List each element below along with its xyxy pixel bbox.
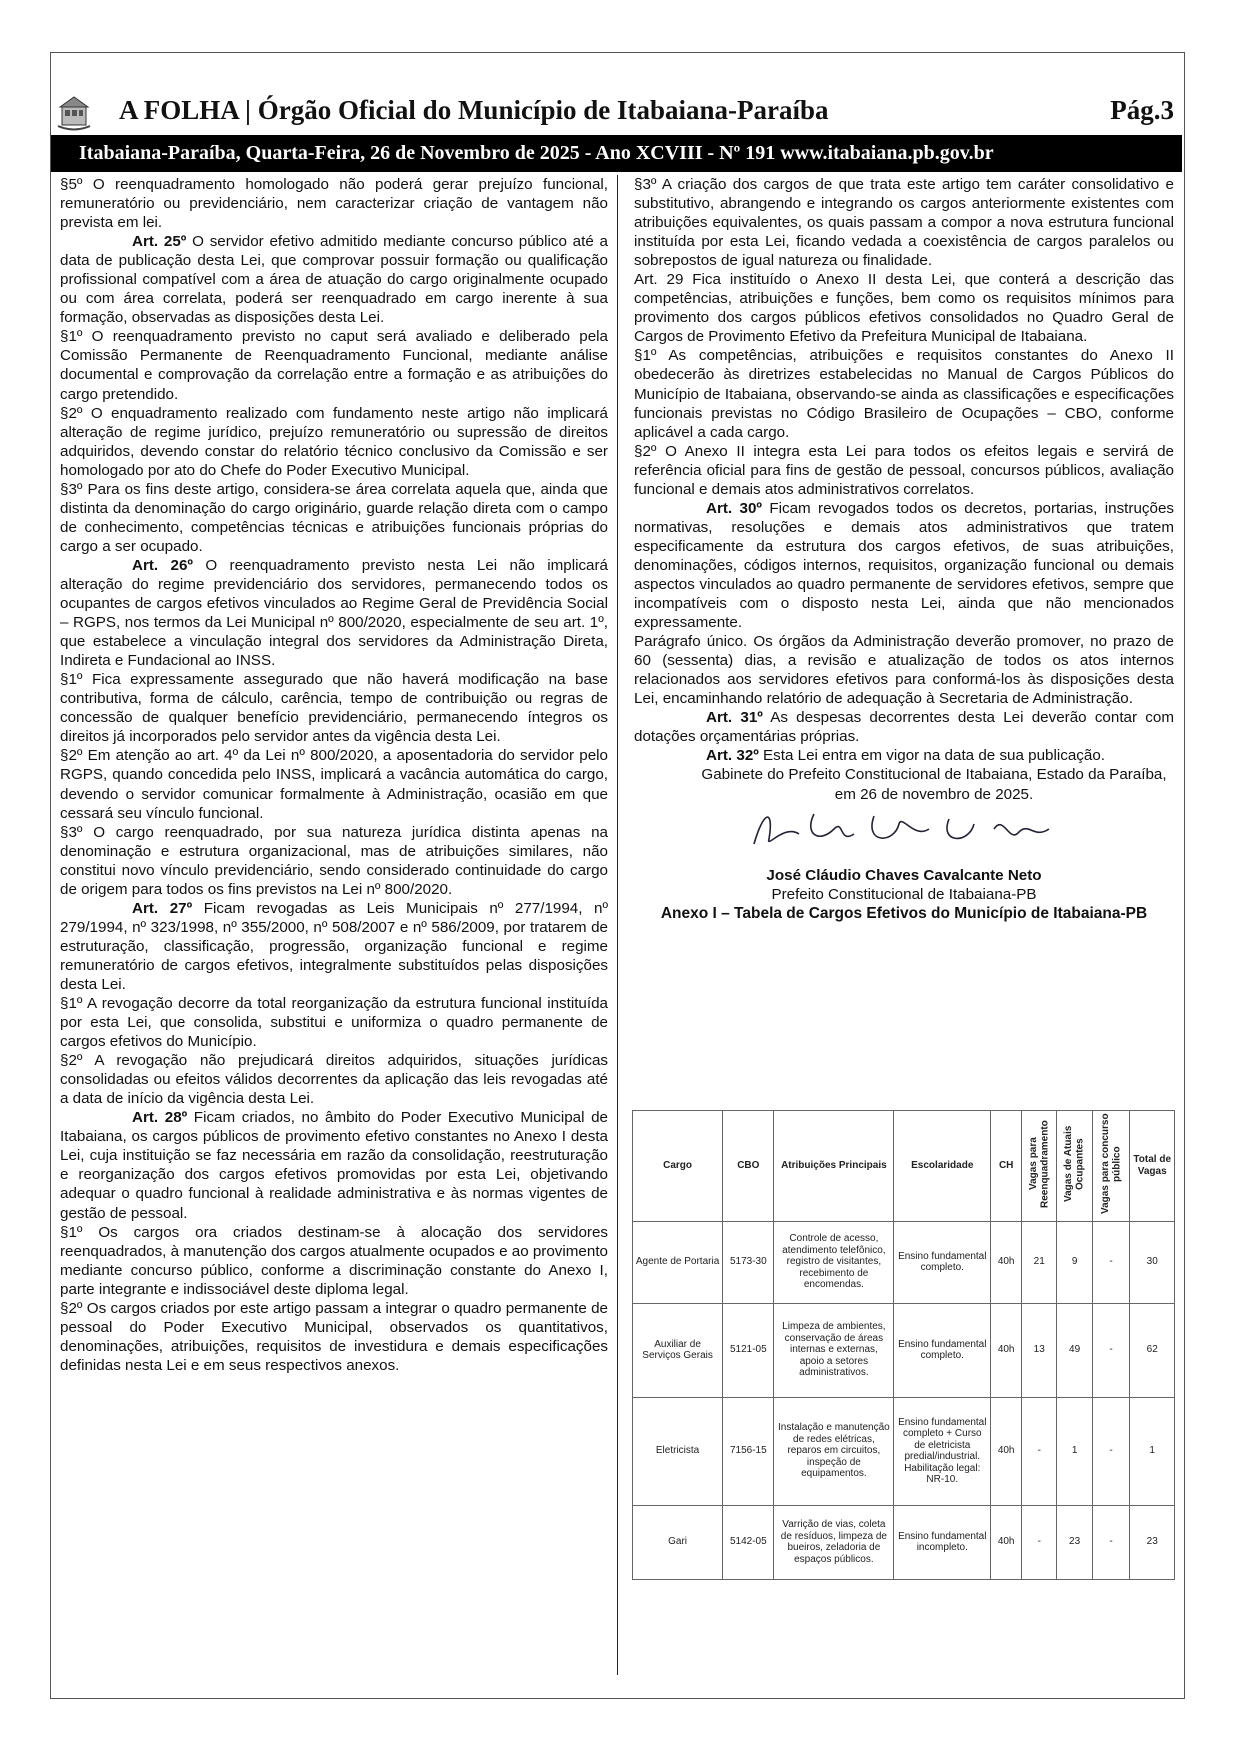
article-text: O servidor efetivo admitido mediante concurso público até a data de publicação desta Lei, que comprovar possuir formação ou qualificação profissional compatível com a área de atuação do cargo originalmente ocupado ou com área correlata, poderá ser reenquadrado em cargo inerente à sua formação, observadas as disposições desta Lei. — [60, 233, 608, 327]
cell: Gari — [633, 1505, 723, 1579]
paragraph: §1º O reenquadramento previsto no caput será avaliado e deliberado pela Comissão Permanente de Reenquadramento Funcional, mediante análise documental e comprovação da correlação entre a formação e as atribuições do cargo pretendido. — [60, 328, 608, 403]
cell: 49 — [1057, 1303, 1092, 1397]
paragraph: §5º O reenquadramento homologado não poderá gerar prejuízo funcional, remuneratório ou previdenciário, nem caracterizar criação de vantagem não prevista em lei. — [60, 176, 608, 232]
paragraph: §3º A criação dos cargos de que trata este artigo tem caráter consolidativo e substitutivo, abrangendo e integrando os cargos anteriormente existentes com atribuições equivalentes, os quais passam a compor a nova estrutura funcional instituída por esta Lei, ficando vedada a coexistência de cargos paralelos ou sobrepostos de igual natureza ou finalidade. — [634, 176, 1174, 270]
table-row — [633, 1397, 1175, 1505]
article-label: Art. 26º — [132, 556, 193, 574]
cell: Varrição de vias, coleta de resíduos, limpeza de bueiros, zeladoria de espaços públicos. — [774, 1505, 894, 1579]
paragraph: §3º Para os fins deste artigo, considera-se área correlata aquela que, ainda que distinta da denominação do cargo originário, guarde relação direta com o campo de conhecimento, competências técnicas e atribuições funcionais próprias do cargo a ser ocupado. — [60, 480, 608, 555]
cell: 23 — [1057, 1505, 1092, 1579]
cell: 5121-05 — [723, 1303, 774, 1397]
paragraph: §1º As competências, atribuições e requisitos constantes do Anexo II obedecerão às diretrizes estabelecidas no Manual de Cargos Públicos do Município de Itabaiana, observando-se ainda as classificações e especificações funcionais previstas no Código Brasileiro de Ocupações – CBO, conforme aplicável a cada cargo. — [634, 347, 1174, 441]
cell: - — [1092, 1505, 1130, 1579]
paragraph: Parágrafo único. Os órgãos da Administração deverão promover, no prazo de 60 (sessenta) dias, a revisão e atualização de todos os atos internos relacionados aos servidores efetivos para conformá-los às disposições desta Lei, encaminhando relatório de adequação à Secretaria de Administração. — [634, 633, 1174, 708]
closing-text: Gabinete do Prefeito Constitucional de Itabaiana, Estado da Paraíba, em 26 de novembro de 2025. — [701, 766, 1167, 803]
article-32 — [634, 746, 1174, 765]
article-label: Art. 32º — [706, 747, 759, 765]
table-header-row — [633, 1111, 1175, 1222]
annex-table — [632, 1110, 1175, 1580]
cell: Agente de Portaria — [633, 1221, 723, 1303]
header-cbo: CBO — [723, 1111, 774, 1222]
article-label: Art. 27º — [132, 899, 193, 917]
paragraph: Art. 29 Fica instituído o Anexo II desta Lei, que conterá a descrição das competências, atribuições e funções, bem como os requisitos mínimos para provimento dos cargos públicos efetivos consolidados no Quadro Geral de Cargos de Provimento Efetivo da Prefeitura Municipal de Itabaiana. — [634, 271, 1174, 346]
cell: 9 — [1057, 1221, 1092, 1303]
cell: - — [1092, 1397, 1130, 1505]
cell: 5173-30 — [723, 1221, 774, 1303]
header-ch: CH — [991, 1111, 1022, 1222]
header-atribuicoes: Atribuições Principais — [774, 1111, 894, 1222]
cell: Eletricista — [633, 1397, 723, 1505]
cell: 1 — [1130, 1397, 1175, 1505]
signature-block — [634, 804, 1174, 866]
cell: - — [1022, 1397, 1057, 1505]
header-escolaridade: Escolaridade — [894, 1111, 991, 1222]
newspaper-title: A FOLHA | Órgão Oficial do Município de Itabaiana-Paraíba — [119, 95, 829, 125]
right-column — [634, 175, 1174, 924]
table-row — [633, 1505, 1175, 1579]
article-text: Ficam criados, no âmbito do Poder Executivo Municipal de Itabaiana, os cargos públicos de provimento efetivo constantes no Anexo I desta Lei, cuja instituição se faz necessária em razão da consolidação, reestruturação e reorganização dos cargos efetivos promovidas por esta Lei, objetivando adequar o quadro funcional à realidade administrativa e às normas vigentes de gestão de pessoal. — [60, 1109, 608, 1222]
cell: 40h — [991, 1505, 1022, 1579]
article-25 — [60, 232, 608, 327]
cell: 13 — [1022, 1303, 1057, 1397]
paragraph: §2º Em atenção ao art. 4º da Lei nº 800/2020, a aposentadoria do servidor pelo RGPS, quando concedida pelo INSS, implicará a vacância automática do cargo, devendo o servidor comunicar formalmente à Administração, ocasião em que cessará seu vínculo funcional. — [60, 747, 608, 822]
cell: 1 — [1057, 1397, 1092, 1505]
article-text: O reenquadramento previsto nesta Lei não implicará alteração do regime previdenciário dos servidores, permanecendo todos os ocupantes de cargos efetivos vinculados ao Regime Geral de Previdência Social – RGPS, nos termos da Lei Municipal nº 800/2020, especialmente de seu art. 1º, que estabelece a vinculação integral dos servidores da Administração Direta, Indireta e Fundacional ao INSS. — [60, 556, 608, 670]
cell: 40h — [991, 1221, 1022, 1303]
article-27 — [60, 899, 608, 994]
table-row — [633, 1221, 1175, 1303]
cell: Controle de acesso, atendimento telefônico, registro de visitantes, recebimento de encomendas. — [774, 1221, 894, 1303]
cell: Limpeza de ambientes, conservação de áreas internas e externas, apoio a setores administrativos. — [774, 1303, 894, 1397]
paragraph: §1º A revogação decorre da total reorganização da estrutura funcional instituída por esta Lei, que consolida, substitui e uniformiza o quadro permanente de cargos efetivos do Município. — [60, 995, 608, 1051]
cell: - — [1092, 1303, 1130, 1397]
handwritten-signature — [744, 804, 1064, 854]
cell: 40h — [991, 1303, 1022, 1397]
article-26 — [60, 556, 608, 670]
coat-of-arms-icon — [55, 93, 93, 131]
cell: 7156-15 — [723, 1397, 774, 1505]
cell: Ensino fundamental completo + Curso de eletricista predial/industrial. Habilitação legal: NR-10. — [894, 1397, 991, 1505]
paragraph: §2º A revogação não prejudicará direitos adquiridos, situações jurídicas consolidadas ou efeitos válidos decorrentes da aplicação das leis revogadas até a data de início da vigência desta Lei. — [60, 1052, 608, 1108]
header-vagas-concurso: Vagas para concurso público — [1092, 1111, 1130, 1222]
paragraph: §3º O cargo reenquadrado, por sua natureza jurídica distinta apenas na denominação e estrutura organizacional, mas de atribuições similares, não constitui novo vínculo previdenciário, sendo considerado continuidade do cargo de origem para todos os fins previstos na Lei nº 800/2020. — [60, 823, 608, 898]
article-28 — [60, 1108, 608, 1222]
header-vagas-reenquadramento: Vagas para Reenquadramento — [1022, 1111, 1057, 1222]
cell: Ensino fundamental incompleto. — [894, 1505, 991, 1579]
article-text: Esta Lei entra em vigor na data de sua publicação. — [758, 747, 1105, 765]
paragraph: §1º Os cargos ora criados destinam-se à alocação dos servidores reenquadrados, à manutenção dos cargos atualmente ocupados e ao provimento mediante concurso público, conforme a discriminação constante do Anexo I, parte integrante e indissociável deste diploma legal. — [60, 1223, 608, 1298]
cell: 40h — [991, 1397, 1022, 1505]
article-text: Ficam revogados todos os decretos, portarias, instruções normativas, resoluções e demais atos administrativos que tratem especificamente da estrutura dos cargos efetivos, de suas atribuições, denominações, códigos internos, requisitos, organização funcional ou demais aspectos vinculados ao quadro permanente de servidores efetivos, sempre que incompatíveis com o disposto nesta Lei, ainda que não mencionados expressamente. — [634, 499, 1174, 632]
article-text: Ficam revogadas as Leis Municipais nº 277/1994, nº 279/1994, nº 323/1998, nº 355/2000, nº 508/2007 e nº 586/2009, por tratarem de estruturação, classificação, progressão, organização funcional e regime remuneratório de cargos efetivos, integralmente substituídos pelas disposições desta Lei. — [60, 899, 608, 993]
article-label: Art. 30º — [706, 499, 762, 517]
cell: 62 — [1130, 1303, 1175, 1397]
cell: 30 — [1130, 1221, 1175, 1303]
article-label: Art. 28º — [132, 1109, 188, 1127]
paragraph: §1º Fica expressamente assegurado que não haverá modificação na base contributiva, forma de cálculo, carência, tempo de contribuição ou regras de concessão de qualquer benefício previdenciário, permanecendo íntegros os direitos já incorporados pelo servidor antes da vigência desta Lei. — [60, 671, 608, 746]
cell: 5142-05 — [723, 1505, 774, 1579]
masthead — [55, 93, 1180, 133]
article-label: Art. 31º — [706, 709, 763, 727]
page-number: Pág.3 — [1110, 95, 1174, 125]
article-30 — [634, 499, 1174, 632]
cell: - — [1022, 1505, 1057, 1579]
cell: Ensino fundamental completo. — [894, 1303, 991, 1397]
paragraph: §2º Os cargos criados por este artigo passam a integrar o quadro permanente de pessoal do Poder Executivo Municipal, observados os quantitativos, denominações, atribuições, requisitos de investidura e demais especificações definidas nesta Lei e em seus respectivos anexos. — [60, 1299, 608, 1374]
article-label: Art. 25º — [132, 233, 187, 251]
cell: Auxiliar de Serviços Gerais — [633, 1303, 723, 1397]
cell: Instalação e manutenção de redes elétricas, reparos em circuitos, inspeção de equipamentos. — [774, 1397, 894, 1505]
annex-title: Anexo I – Tabela de Cargos Efetivos do Município de Itabaiana-PB — [660, 904, 1148, 922]
column-divider — [617, 175, 618, 1675]
signer-name: José Cláudio Chaves Cavalcante Neto — [766, 866, 1042, 884]
article-31 — [634, 708, 1174, 746]
cell: Ensino fundamental completo. — [894, 1221, 991, 1303]
dateline-text: Itabaiana-Paraíba, Quarta-Feira, 26 de Novembro de 2025 - Ano XCVIII - Nº 191 www.itabaiana.pb.gov.br — [79, 142, 994, 164]
cell: 21 — [1022, 1221, 1057, 1303]
left-column — [60, 175, 608, 1375]
cell: - — [1092, 1221, 1130, 1303]
header-cargo: Cargo — [633, 1111, 723, 1222]
table-row — [633, 1303, 1175, 1397]
paragraph: §2º O Anexo II integra esta Lei para todos os efeitos legais e servirá de referência oficial para fins de gestão de pessoal, concursos públicos, avaliação funcional e demais atos administrativos correlatos. — [634, 442, 1174, 498]
cell: 23 — [1130, 1505, 1175, 1579]
header-vagas-atuais: Vagas de Atuais Ocupantes — [1057, 1111, 1092, 1222]
header-total-vagas: Total de Vagas — [1130, 1111, 1175, 1222]
signer-title: Prefeito Constitucional de Itabaiana-PB — [771, 885, 1037, 903]
dateline-bar — [51, 135, 1182, 172]
paragraph: §2º O enquadramento realizado com fundamento neste artigo não implicará alteração de regime jurídico, prejuízo remuneratório ou supressão de direitos adquiridos, devendo constar do relatório técnico conclusivo da Comissão e ser homologado por ato do Chefe do Poder Executivo Municipal. — [60, 404, 608, 479]
article-text: As despesas decorrentes desta Lei deverão contar com dotações orçamentárias próprias. — [634, 709, 1174, 746]
